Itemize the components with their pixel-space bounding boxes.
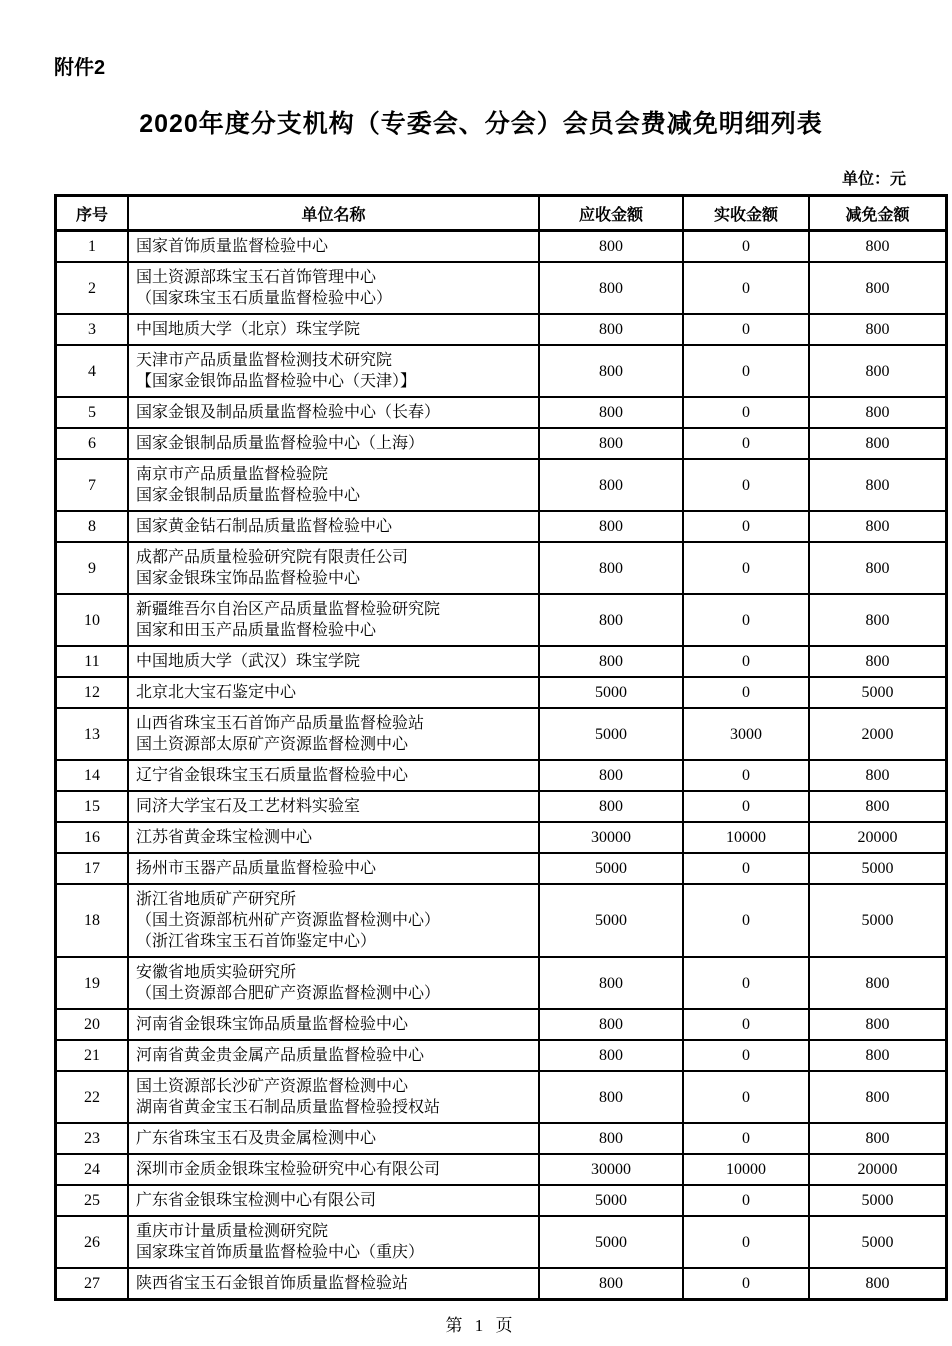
- reduced-amount: 800: [809, 1123, 947, 1154]
- received-amount: 0: [683, 1040, 809, 1071]
- received-amount: 0: [683, 459, 809, 511]
- reduced-amount: 800: [809, 231, 947, 263]
- row-number: 22: [56, 1071, 129, 1123]
- table-row: [56, 397, 947, 428]
- unit-name-line: 新疆维吾尔自治区产品质量监督检验研究院: [136, 601, 441, 618]
- received-amount: 0: [683, 231, 809, 263]
- table-row: [56, 511, 947, 542]
- table-row: [56, 1154, 947, 1185]
- receivable-amount: 800: [539, 1040, 683, 1071]
- receivable-amount: 800: [539, 1123, 683, 1154]
- unit-name-line: 国土资源部太原矿产资源监督检测中心: [136, 736, 409, 753]
- received-amount: 0: [683, 1123, 809, 1154]
- row-number: 18: [56, 884, 129, 957]
- reduced-amount: 800: [809, 957, 947, 1009]
- table-row: [56, 345, 947, 397]
- unit-name-cell: [128, 428, 539, 459]
- row-number: 13: [56, 708, 129, 760]
- received-amount: 0: [683, 345, 809, 397]
- reduced-amount: 800: [809, 459, 947, 511]
- receivable-amount: 800: [539, 459, 683, 511]
- unit-name-cell: [128, 1071, 539, 1123]
- unit-name-line: 国家金银制品质量监督检验中心（上海）: [136, 435, 425, 452]
- received-amount: 10000: [683, 1154, 809, 1185]
- received-amount: 0: [683, 428, 809, 459]
- row-number: 23: [56, 1123, 129, 1154]
- unit-name-line: 成都产品质量检验研究院有限责任公司: [136, 549, 409, 566]
- row-number: 26: [56, 1216, 129, 1268]
- row-number: 1: [56, 231, 129, 263]
- table-row: [56, 677, 947, 708]
- reduced-amount: 800: [809, 791, 947, 822]
- fee-reduction-table: [54, 194, 948, 1301]
- received-amount: 0: [683, 594, 809, 646]
- unit-name-line: 广东省珠宝玉石及贵金属检测中心: [136, 1130, 377, 1147]
- unit-name-cell: [128, 884, 539, 957]
- table-row: [56, 1009, 947, 1040]
- table-row: [56, 428, 947, 459]
- unit-name-line: 北京北大宝石鉴定中心: [136, 684, 297, 701]
- receivable-amount: 800: [539, 1071, 683, 1123]
- table-row: [56, 231, 947, 263]
- received-amount: 0: [683, 314, 809, 345]
- table-header: [56, 196, 947, 231]
- page-title: 2020年度分支机构（专委会、分会）会员会费减免明细列表: [139, 110, 823, 138]
- unit-name-cell: [128, 1009, 539, 1040]
- unit-name-line: 湖南省黄金宝玉石制品质量监督检验授权站: [136, 1099, 441, 1116]
- row-number: 5: [56, 397, 129, 428]
- unit-name-line: 天津市产品质量监督检测技术研究院: [136, 352, 393, 369]
- unit-name-cell: [128, 345, 539, 397]
- row-number: 3: [56, 314, 129, 345]
- received-amount: 0: [683, 760, 809, 791]
- unit-name-line: （国家珠宝玉石质量监督检验中心）: [136, 290, 393, 307]
- row-number: 10: [56, 594, 129, 646]
- reduced-amount: 800: [809, 397, 947, 428]
- table-row: [56, 791, 947, 822]
- reduced-amount: 800: [809, 1009, 947, 1040]
- received-amount: 0: [683, 791, 809, 822]
- received-amount: 0: [683, 397, 809, 428]
- receivable-amount: 800: [539, 345, 683, 397]
- row-number: 9: [56, 542, 129, 594]
- row-number: 11: [56, 646, 129, 677]
- row-number: 19: [56, 957, 129, 1009]
- table-row: [56, 708, 947, 760]
- reduced-amount: 20000: [809, 1154, 947, 1185]
- reduced-amount: 20000: [809, 822, 947, 853]
- row-number: 12: [56, 677, 129, 708]
- unit-note: 单位：元: [841, 171, 906, 188]
- receivable-amount: 800: [539, 262, 683, 314]
- table-row: [56, 542, 947, 594]
- table-row: [56, 1216, 947, 1268]
- reduced-amount: 800: [809, 760, 947, 791]
- reduced-amount: 800: [809, 314, 947, 345]
- unit-name-line: 国家金银珠宝饰品监督检验中心: [136, 570, 361, 587]
- unit-name-line: 安徽省地质实验研究所: [136, 964, 297, 981]
- table-row: [56, 594, 947, 646]
- receivable-amount: 800: [539, 594, 683, 646]
- unit-name-line: 浙江省地质矿产研究所: [136, 891, 297, 908]
- unit-name-line: 南京市产品质量监督检验院: [136, 466, 329, 483]
- unit-name-line: 国家金银制品质量监督检验中心: [136, 487, 361, 504]
- table-row: [56, 1040, 947, 1071]
- unit-name-cell: [128, 511, 539, 542]
- unit-name-cell: [128, 1154, 539, 1185]
- reduced-amount: 800: [809, 428, 947, 459]
- table-row: [56, 262, 947, 314]
- unit-name-cell: [128, 231, 539, 263]
- received-amount: 0: [683, 853, 809, 884]
- table-row: [56, 957, 947, 1009]
- receivable-amount: 800: [539, 428, 683, 459]
- received-amount: 10000: [683, 822, 809, 853]
- received-amount: 0: [683, 1009, 809, 1040]
- unit-name-line: 陕西省宝玉石金银首饰质量监督检验站: [136, 1275, 409, 1292]
- unit-name-line: 河南省黄金贵金属产品质量监督检验中心: [136, 1047, 425, 1064]
- page-number: 第 1 页: [445, 1316, 517, 1335]
- reduced-amount: 5000: [809, 853, 947, 884]
- table-row: [56, 1123, 947, 1154]
- receivable-amount: 5000: [539, 853, 683, 884]
- receivable-amount: 30000: [539, 822, 683, 853]
- receivable-amount: 800: [539, 314, 683, 345]
- row-number: 7: [56, 459, 129, 511]
- row-number: 8: [56, 511, 129, 542]
- unit-name-cell: [128, 822, 539, 853]
- row-number: 4: [56, 345, 129, 397]
- unit-name-line: 国家黄金钻石制品质量监督检验中心: [136, 518, 393, 535]
- row-number: 14: [56, 760, 129, 791]
- receivable-amount: 800: [539, 542, 683, 594]
- reduced-amount: 2000: [809, 708, 947, 760]
- table-header-row: [56, 196, 947, 231]
- row-number: 2: [56, 262, 129, 314]
- reduced-amount: 800: [809, 646, 947, 677]
- unit-name-cell: [128, 459, 539, 511]
- unit-name-cell: [128, 1185, 539, 1216]
- unit-name-cell: [128, 594, 539, 646]
- reduced-amount: 5000: [809, 1185, 947, 1216]
- reduced-amount: 800: [809, 1040, 947, 1071]
- receivable-amount: 5000: [539, 1216, 683, 1268]
- unit-name-cell: [128, 1040, 539, 1071]
- receivable-amount: 800: [539, 1009, 683, 1040]
- unit-name-line: （国土资源部杭州矿产资源监督检测中心）: [136, 912, 441, 929]
- unit-name-line: 国家金银及制品质量监督检验中心（长春）: [136, 404, 441, 421]
- column-header-0: 序号: [56, 196, 129, 231]
- attachment-label: 附件2: [54, 57, 106, 79]
- table-row: [56, 646, 947, 677]
- unit-name-line: 国土资源部长沙矿产资源监督检测中心: [136, 1078, 409, 1095]
- table-row: [56, 459, 947, 511]
- unit-name-cell: [128, 646, 539, 677]
- reduced-amount: 800: [809, 542, 947, 594]
- unit-name-line: 辽宁省金银珠宝玉石质量监督检验中心: [136, 767, 409, 784]
- row-number: 6: [56, 428, 129, 459]
- received-amount: 3000: [683, 708, 809, 760]
- row-number: 17: [56, 853, 129, 884]
- unit-name-line: 国家珠宝首饰质量监督检验中心（重庆）: [136, 1244, 425, 1261]
- received-amount: 0: [683, 1268, 809, 1300]
- unit-name-line: 江苏省黄金珠宝检测中心: [136, 829, 313, 846]
- receivable-amount: 800: [539, 1268, 683, 1300]
- table-row: [56, 1185, 947, 1216]
- unit-name-cell: [128, 791, 539, 822]
- row-number: 20: [56, 1009, 129, 1040]
- reduced-amount: 800: [809, 345, 947, 397]
- unit-name-line: 河南省金银珠宝饰品质量监督检验中心: [136, 1016, 409, 1033]
- receivable-amount: 5000: [539, 1185, 683, 1216]
- unit-name-cell: [128, 853, 539, 884]
- unit-name-cell: [128, 397, 539, 428]
- row-number: 24: [56, 1154, 129, 1185]
- row-number: 15: [56, 791, 129, 822]
- unit-name-line: 国家首饰质量监督检验中心: [136, 238, 329, 255]
- table-row: [56, 314, 947, 345]
- row-number: 27: [56, 1268, 129, 1300]
- table-body: [56, 231, 947, 1300]
- unit-name-line: （国土资源部合肥矿产资源监督检测中心）: [136, 985, 441, 1002]
- column-header-1: 单位名称: [128, 196, 539, 231]
- unit-name-line: 深圳市金质金银珠宝检验研究中心有限公司: [136, 1161, 441, 1178]
- unit-name-line: 中国地质大学（武汉）珠宝学院: [136, 653, 361, 670]
- unit-name-line: 中国地质大学（北京）珠宝学院: [136, 321, 361, 338]
- reduced-amount: 5000: [809, 1216, 947, 1268]
- table-row: [56, 884, 947, 957]
- table-row: [56, 1071, 947, 1123]
- table-row: [56, 853, 947, 884]
- unit-name-line: 广东省金银珠宝检测中心有限公司: [136, 1192, 377, 1209]
- unit-name-line: （浙江省珠宝玉石首饰鉴定中心）: [136, 933, 377, 950]
- receivable-amount: 5000: [539, 708, 683, 760]
- reduced-amount: 800: [809, 594, 947, 646]
- unit-name-line: 山西省珠宝玉石首饰产品质量监督检验站: [136, 715, 425, 732]
- row-number: 16: [56, 822, 129, 853]
- unit-name-cell: [128, 677, 539, 708]
- unit-name-cell: [128, 708, 539, 760]
- unit-name-cell: [128, 957, 539, 1009]
- unit-name-cell: [128, 542, 539, 594]
- unit-name-cell: [128, 1123, 539, 1154]
- received-amount: 0: [683, 1185, 809, 1216]
- unit-name-cell: [128, 262, 539, 314]
- receivable-amount: 800: [539, 646, 683, 677]
- received-amount: 0: [683, 511, 809, 542]
- unit-name-line: 【国家金银饰品监督检验中心（天津）】: [136, 373, 417, 390]
- receivable-amount: 800: [539, 511, 683, 542]
- receivable-amount: 5000: [539, 677, 683, 708]
- receivable-amount: 30000: [539, 1154, 683, 1185]
- unit-name-line: 重庆市计量质量检测研究院: [136, 1223, 329, 1240]
- unit-name-line: 国土资源部珠宝玉石首饰管理中心: [136, 269, 377, 286]
- received-amount: 0: [683, 884, 809, 957]
- table-row: [56, 822, 947, 853]
- reduced-amount: 800: [809, 511, 947, 542]
- receivable-amount: 800: [539, 957, 683, 1009]
- reduced-amount: 5000: [809, 884, 947, 957]
- reduced-amount: 800: [809, 1071, 947, 1123]
- column-header-4: 减免金额: [809, 196, 947, 231]
- reduced-amount: 5000: [809, 677, 947, 708]
- receivable-amount: 5000: [539, 884, 683, 957]
- unit-name-cell: [128, 314, 539, 345]
- received-amount: 0: [683, 1071, 809, 1123]
- row-number: 21: [56, 1040, 129, 1071]
- reduced-amount: 800: [809, 1268, 947, 1300]
- table-row: [56, 1268, 947, 1300]
- received-amount: 0: [683, 262, 809, 314]
- unit-name-line: 扬州市玉器产品质量监督检验中心: [136, 860, 377, 877]
- received-amount: 0: [683, 677, 809, 708]
- received-amount: 0: [683, 646, 809, 677]
- reduced-amount: 800: [809, 262, 947, 314]
- receivable-amount: 800: [539, 791, 683, 822]
- table-row: [56, 760, 947, 791]
- unit-name-line: 国家和田玉产品质量监督检验中心: [136, 622, 377, 639]
- receivable-amount: 800: [539, 760, 683, 791]
- receivable-amount: 800: [539, 231, 683, 263]
- column-header-2: 应收金额: [539, 196, 683, 231]
- column-header-3: 实收金额: [683, 196, 809, 231]
- unit-name-cell: [128, 760, 539, 791]
- unit-name-cell: [128, 1216, 539, 1268]
- receivable-amount: 800: [539, 397, 683, 428]
- unit-name-cell: [128, 1268, 539, 1300]
- received-amount: 0: [683, 1216, 809, 1268]
- received-amount: 0: [683, 542, 809, 594]
- row-number: 25: [56, 1185, 129, 1216]
- received-amount: 0: [683, 957, 809, 1009]
- unit-name-line: 同济大学宝石及工艺材料实验室: [136, 798, 361, 815]
